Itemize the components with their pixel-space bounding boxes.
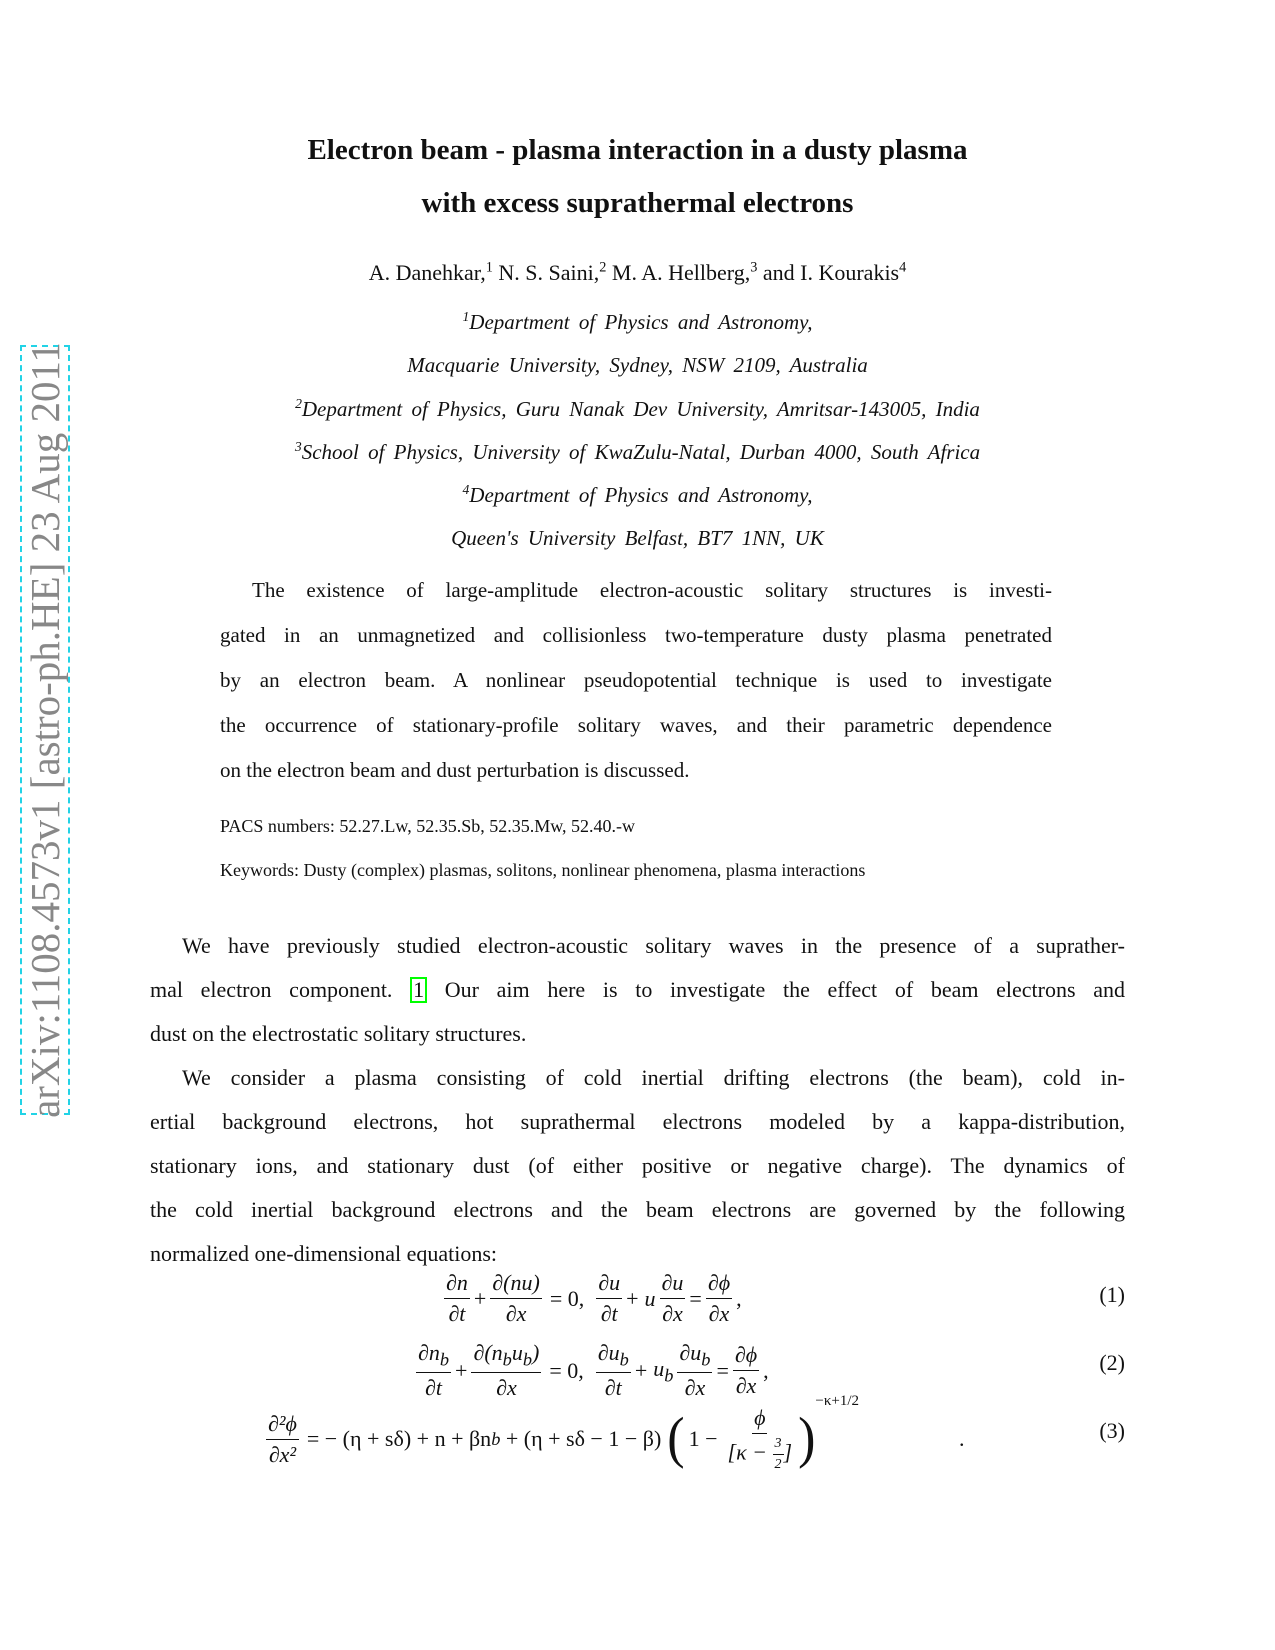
abstract-line: The existence of large-amplitude electron-acoustic solitary structures is investi- [252,578,1052,602]
abstract-line: on the electron beam and dust perturbation is discussed. [220,758,690,782]
body-line: mal electron component. 1 Our aim here is to investigate the effect of beam electrons and [150,977,1125,1002]
abstract-line: gated in an unmagnetized and collisionless two-temperature dusty plasma penetrated [220,623,1052,647]
keywords: Keywords: Dusty (complex) plasmas, solitons, nonlinear phenomena, plasma interactions [220,860,866,880]
affiliation: $^2$Department of Physics, Guru Nanak Dev University, Amritsar-143005, India [295,396,980,421]
pacs-numbers: PACS numbers: 52.27.Lw, 52.35.Sb, 52.35.Mw, 52.40.-w [220,816,636,836]
body-line: normalized one-dimensional equations: [150,1241,498,1266]
arxiv-stamp: arXiv:1108.4573v1 [astro-ph.HE] 23 Aug 2011 [22,342,68,1118]
equation-1: $\frac{\partial n}{\partial t}$ + $\frac{\partial(nu)}{\partial x}$ = 0, $\frac{\partial u}{\partial t}$ + u $\frac{\partial u}{\partial x}$ = $\frac{\partial\phi}{\partial x}$ , [446,1270,742,1326]
author: A. Danehkar,$^1$ [368,259,493,285]
affiliation: $^1$Department of Physics and Astronomy, [462,309,813,334]
affiliation: $^4$Department of Physics and Astronomy, [462,482,813,507]
author: N. S. Saini,$^2$ [498,259,607,285]
abstract [220,568,1052,793]
affiliation: $^3$School of Physics, University of KwaZulu-Natal, Durban 4000, South Africa [294,439,981,464]
paper-title-line-1: Electron beam - plasma interaction in a dusty plasma [307,134,968,166]
abstract-line: the occurrence of stationary-profile solitary waves, and their parametric dependence [220,713,1052,737]
body-line: stationary ions, and stationary dust (of either positive or negative charge). The dynamics of [150,1153,1125,1178]
equation-3: $\frac{\text{∂²ϕ}}{\text{∂x²}}$ = − (η + sδ) + n + βn b + (η + sδ − 1 − β) ( 1 − ϕ [κ − $\frac{3}{2}$ ] ) −κ+1/2 . [268,1393,965,1472]
author-list [0,260,1275,286]
abstract-line: by an electron beam. A nonlinear pseudopotential technique is used to investigate [220,668,1052,692]
equation-number: (3) [1099,1418,1125,1443]
author: and I. Kourakis$^4$ [762,259,907,285]
equation-number: (1) [1099,1282,1125,1307]
equation-number: (2) [1099,1350,1125,1375]
affiliation: Macquarie University, Sydney, NSW 2109, Australia [407,353,868,377]
equation-2: $\frac{\partial n_b}{\partial t}$ + $\frac{\partial(n_bu_b)}{\partial x}$ = 0, $\frac{\partial u_b}{\partial t}$ + $u_b$ $\frac{\partial u_b}{\partial x}$ = $\frac{\partial\phi}{\partial x}$ , [418,1340,769,1401]
affiliation: Queen's University Belfast, BT7 1NN, UK [451,526,824,550]
body-line: We consider a plasma consisting of cold inertial drifting electrons (the beam), cold in- [182,1065,1125,1090]
body-line: We have previously studied electron-acoustic solitary waves in the presence of a suprather- [182,933,1125,958]
citation-link[interactable]: 1 [410,977,427,1003]
author: M. A. Hellberg,$^3$ [611,259,758,285]
paper-title-line-2: with excess suprathermal electrons [421,187,854,219]
body-line: the cold inertial background electrons and the beam electrons are governed by the following [150,1197,1125,1222]
body-line: ertial background electrons, hot suprathermal electrons modeled by a kappa-distribution, [150,1109,1125,1134]
body-line: dust on the electrostatic solitary structures. [150,1021,527,1046]
body-text [150,924,1125,1276]
